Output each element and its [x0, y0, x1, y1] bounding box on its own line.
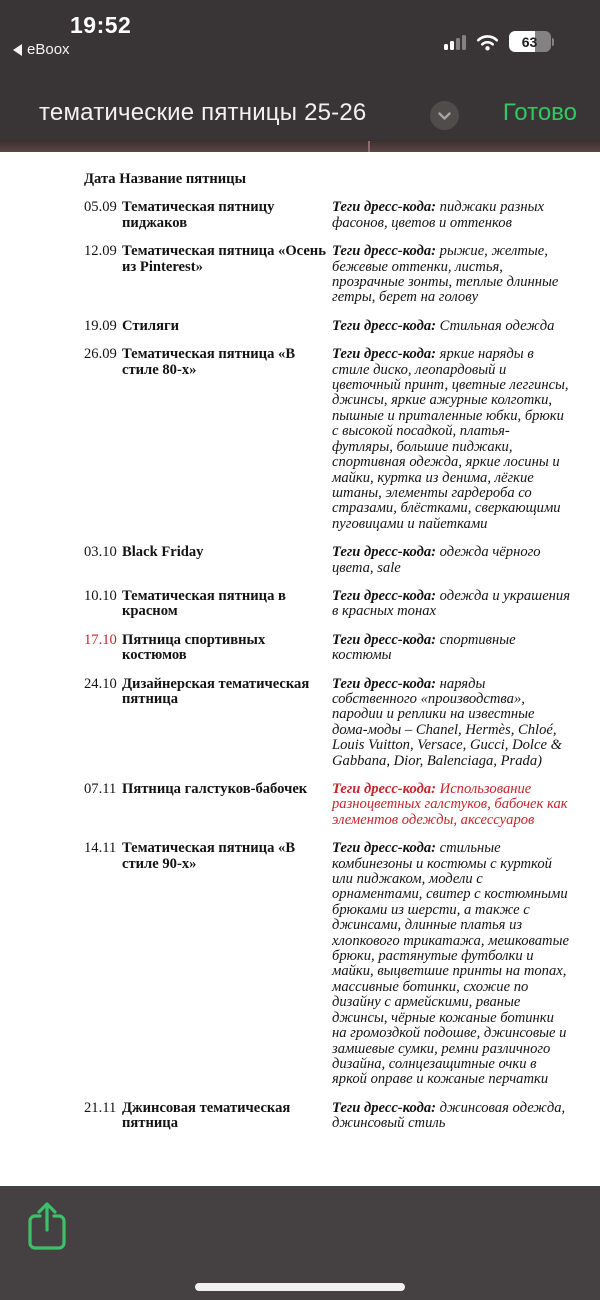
table-row [84, 782, 570, 828]
battery-icon [509, 31, 551, 52]
bottom-toolbar [0, 1186, 600, 1300]
back-chevron-icon [13, 44, 22, 56]
row-tags [332, 841, 570, 1088]
status-icons [444, 31, 555, 52]
row-name: Дизайнерская тематическая пятница [122, 675, 310, 707]
document-top-shadow [0, 140, 600, 152]
table-row [84, 841, 570, 1088]
table-row [84, 633, 570, 664]
battery-percent: 63 [521, 33, 538, 50]
table-row [84, 1101, 570, 1132]
wifi-icon [475, 33, 500, 51]
row-name: Тематическая пятница «В стиле 90-х» [122, 840, 296, 872]
row-tags [332, 200, 570, 231]
top-bar [0, 0, 600, 140]
row-date: 14.11 [84, 840, 117, 857]
title-menu-button[interactable] [430, 101, 459, 130]
tags-label: Теги дресс-кода: [332, 199, 436, 216]
battery-nub [552, 38, 555, 46]
document-page[interactable] [0, 152, 600, 1186]
tags-value: рыжие, желтые, бежевые оттенки, листья, прозрачные зонты, теплые длинные гетры, берет на голову [332, 243, 559, 306]
table-row [84, 545, 570, 576]
tags-label: Теги дресс-кода: [332, 243, 436, 260]
row-tags [332, 347, 570, 532]
tags-value: джинсовая одежда, джинсовый стиль [332, 1099, 566, 1132]
tags-value: одежда и украшения в красных тонах [332, 587, 570, 620]
cellular-signal-icon [444, 34, 466, 50]
row-tags [332, 244, 570, 306]
tags-value: наряды собственного «производства», пародии и реплики на известные дома-моды – Chanel, Hermès, Chloé, Louis Vuitton, Versace, Gucci, Dolce & Gabbana, Dior, Balenciaga, Prada) [332, 675, 562, 769]
row-name: Пятница спортивных костюмов [122, 631, 266, 664]
tags-label: Теги дресс-кода: [332, 1099, 436, 1116]
row-date: 03.10 [84, 544, 117, 561]
table-row [84, 589, 570, 620]
tags-label: Теги дресс-кода: [332, 631, 436, 648]
table-row [84, 677, 570, 769]
row-name: Пятница галстуков-бабочек [122, 781, 308, 797]
share-icon [24, 1200, 70, 1252]
row-name: Джинсовая тематическая пятница [122, 1099, 291, 1132]
tags-value: одежда чёрного цвета, sale [332, 544, 541, 576]
row-name: Тематическая пятница «Осень из Pinterest» [122, 243, 326, 275]
chevron-down-icon [438, 112, 451, 120]
share-button[interactable] [24, 1200, 70, 1252]
row-name: Стиляги [122, 317, 180, 334]
row-date: 05.09 [84, 199, 117, 216]
row-date: 10.10 [84, 587, 117, 604]
tags-label: Теги дресс-кода: [332, 587, 436, 604]
row-tags [332, 782, 570, 828]
tags-value: Стильная одежда [439, 317, 555, 334]
row-tags [332, 319, 570, 334]
table-header: Дата Название пятницы [84, 171, 246, 187]
tags-value: Использование разноцветных галстуков, бабочек как элементов одежды, аксессуаров [332, 781, 568, 828]
row-date: 12.09 [84, 243, 117, 260]
row-name: Тематическая пятница «В стиле 80-х» [122, 346, 296, 378]
tags-value: спортивные костюмы [332, 631, 516, 664]
tags-label: Теги дресс-кода: [332, 346, 436, 363]
tags-label: Теги дресс-кода: [332, 781, 436, 797]
row-name: Тематическая пятница в красном [122, 587, 286, 620]
row-tags [332, 589, 570, 620]
row-date: 17.10 [84, 631, 117, 648]
row-tags [332, 545, 570, 576]
tags-label: Теги дресс-кода: [332, 317, 436, 334]
table-row [84, 244, 570, 306]
row-date: 26.09 [84, 346, 117, 363]
table-row [84, 200, 570, 231]
tags-value: пиджаки разных фасонов, цветов и оттенков [332, 199, 544, 231]
table-row [84, 347, 570, 532]
row-tags [332, 1101, 570, 1132]
document-title: тематические пятницы 25-26 [39, 99, 367, 126]
row-date: 07.11 [84, 781, 117, 797]
tags-label: Теги дресс-кода: [332, 840, 436, 857]
tags-value: яркие наряды в стиле диско, леопардовый и цветочный принт, цветные леггинсы, джинсы, яркие ажурные колготки, пышные и приталенные юбки, брюки с высокой посадкой, платья-футляры, большие пиджаки, спортивная одежда, яркие лосины и майки, куртка из денима, лёгкие штаны, элементы гардероба со стразами, блёстками, сверкающими пуговицами и пайетками [332, 346, 569, 532]
home-indicator[interactable] [195, 1283, 405, 1291]
row-tags [332, 633, 570, 664]
row-name: Black Friday [122, 544, 204, 561]
back-to-app-button[interactable] [13, 41, 70, 58]
doc-rows [84, 200, 570, 1131]
table-row [84, 319, 570, 334]
done-button[interactable]: Готово [502, 99, 577, 126]
row-date: 19.09 [84, 317, 117, 334]
row-name: Тематическая пятницу пиджаков [122, 199, 275, 231]
status-time: 19:52 [70, 12, 132, 38]
row-date: 21.11 [84, 1099, 117, 1116]
row-tags [332, 677, 570, 769]
back-app-label: eBoox [27, 41, 70, 58]
row-date: 24.10 [84, 675, 117, 692]
tags-label: Теги дресс-кода: [332, 544, 436, 561]
tags-label: Теги дресс-кода: [332, 675, 436, 692]
tags-value: стильные комбинезоны и костюмы с курткой или пиджаком, модели с орнаментами, свитер с костюмными брюками из шерсти, а также с джинсами, длинные платья из хлопкового трикатажа, мешковатые брюки, растянутые футболки и майки, выцветшие принты на топах, массивные ботинки, схожие по дизайну с армейскими, рваные джинсы, чёрные кожаные ботинки на громоздкой подошве, джинсовые и замшевые сумки, ремни различного дизайна, солнцезащитные очки в яркой оправе и кожаные перчатки [332, 840, 569, 1088]
